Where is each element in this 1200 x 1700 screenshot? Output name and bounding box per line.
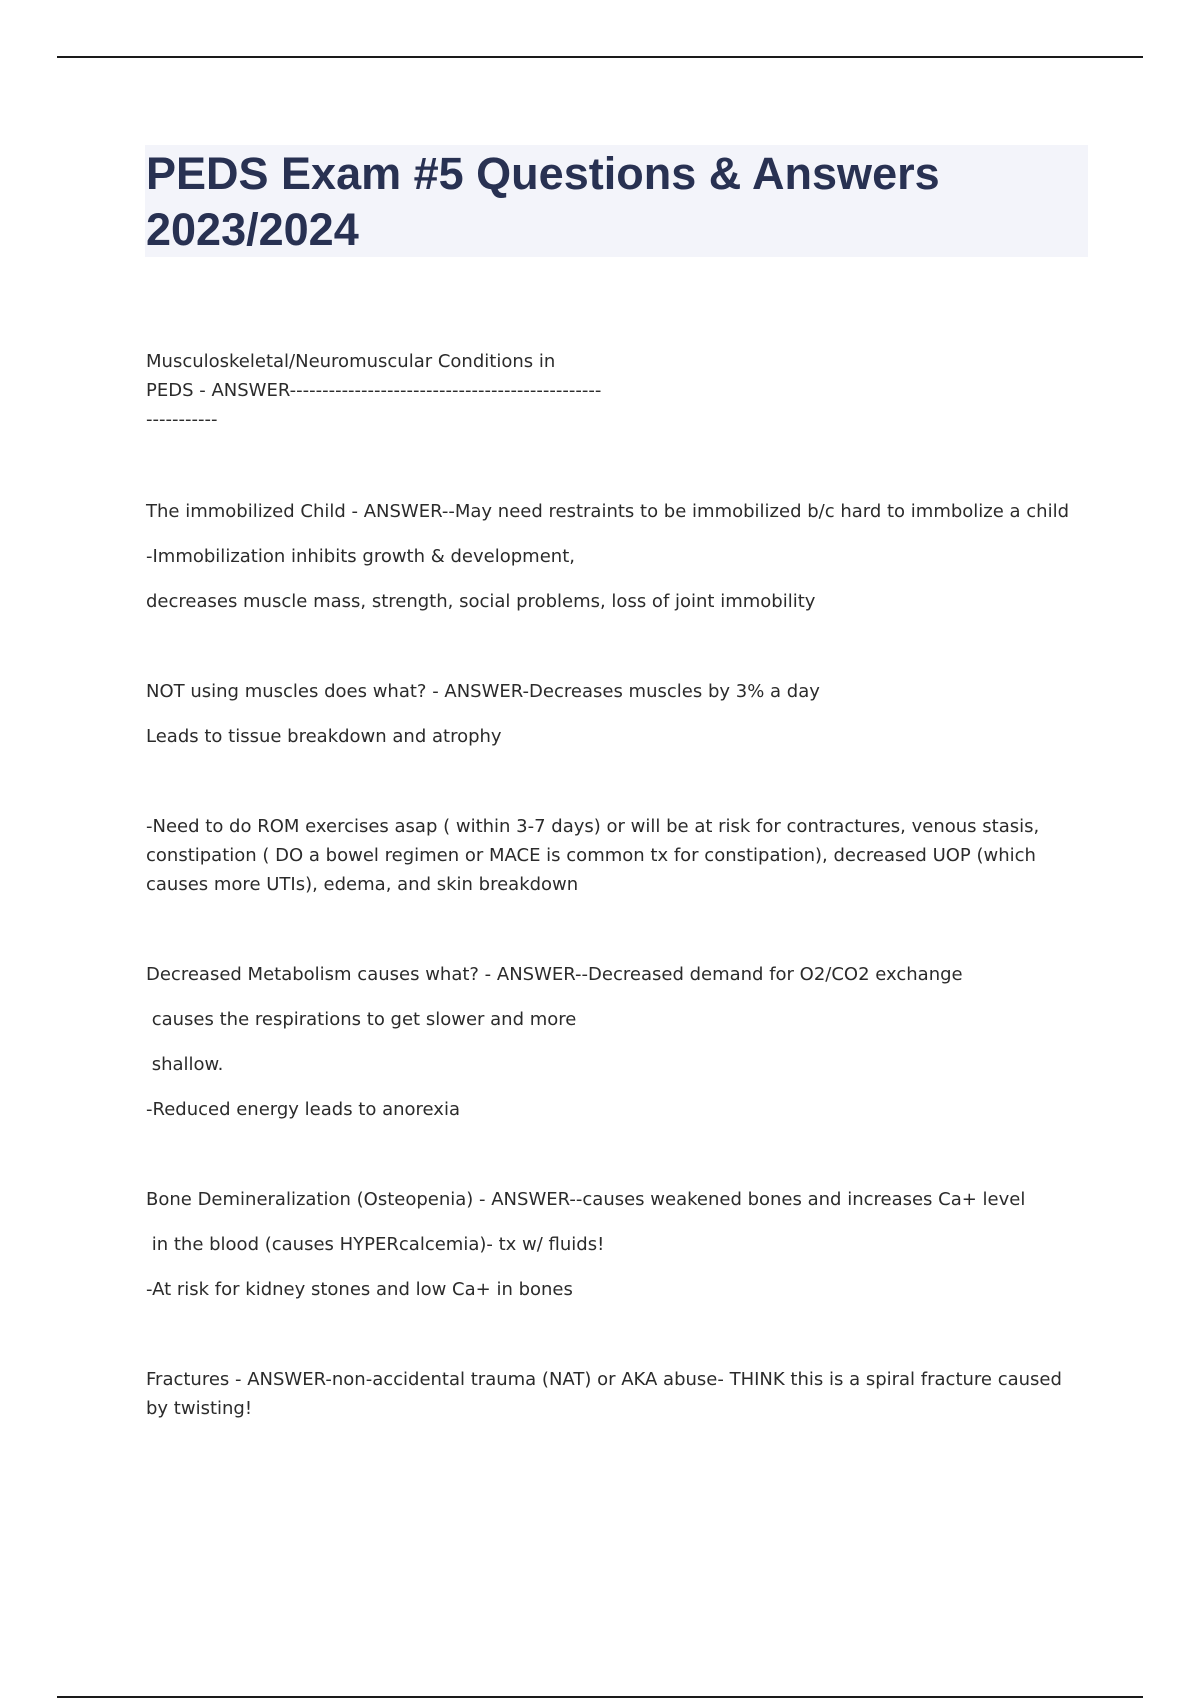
top-rule [57, 56, 1143, 58]
document-body [146, 347, 1086, 1484]
entry-text: causes the respirations to get slower and more [146, 1009, 577, 1030]
entry-text: in the blood (causes HYPERcalcemia)- tx w/ fluids! [146, 1234, 605, 1255]
entry-text: NOT using muscles does what? - ANSWER-Decreases muscles by 3% a day [146, 681, 820, 702]
qa-entry [146, 497, 1086, 616]
entry-text: Bone Demineralization (Osteopenia) - ANSWER--causes weakened bones and increases Ca+ level [146, 1189, 1026, 1210]
entry-text: Leads to tissue breakdown and atrophy [146, 726, 502, 747]
qa-entry [146, 677, 1086, 751]
bottom-rule [57, 1696, 1143, 1698]
entry-text: -Need to do ROM exercises asap ( within 3-7 days) or will be at risk for contractures, venous stasis, constipation ( DO a bowel regimen or MACE is common tx for constipation), decreased UOP (which causes more UTIs), edema, and skin breakdown [146, 816, 1040, 895]
entry-text: Musculoskeletal/Neuromuscular Conditions in PEDS - ANSWER----------------------------------------------------------- [146, 351, 602, 430]
entry-text: -At risk for kidney stones and low Ca+ in bones [146, 1279, 573, 1300]
qa-entry [146, 812, 1086, 899]
entry-text: Fractures - ANSWER-non-accidental trauma (NAT) or AKA abuse- THINK this is a spiral fracture caused by twisting! [146, 1369, 1062, 1419]
qa-entry [146, 1365, 1086, 1423]
entry-text: -Immobilization inhibits growth & development, [146, 546, 575, 567]
entry-text: decreases muscle mass, strength, social problems, loss of joint immobility [146, 591, 816, 612]
qa-entry [146, 1185, 1086, 1304]
document-title: PEDS Exam #5 Questions & Answers 2023/2024 [146, 148, 940, 255]
entry-text: shallow. [146, 1054, 224, 1075]
entry-text: The immobilized Child - ANSWER--May need restraints to be immobilized b/c hard to immbolize a child [146, 501, 1070, 522]
qa-entry [146, 960, 1086, 1124]
entry-text: -Reduced energy leads to anorexia [146, 1099, 460, 1120]
entry-text: Decreased Metabolism causes what? - ANSWER--Decreased demand for O2/CO2 exchange [146, 964, 963, 985]
qa-entry [146, 347, 1086, 434]
